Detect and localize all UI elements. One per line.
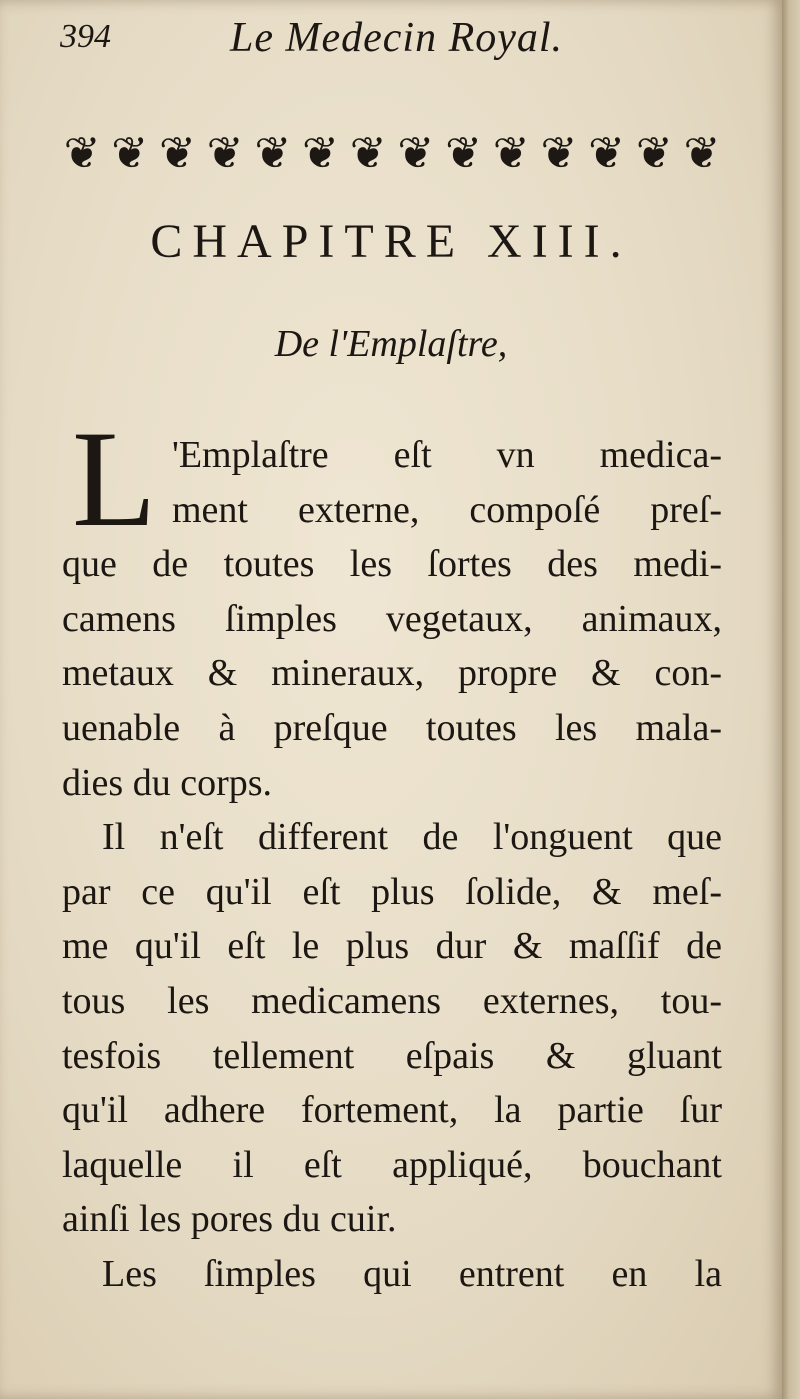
fleuron-icon: ❦ (349, 128, 387, 179)
text-line: tous les medicamens externes, tou- (62, 979, 722, 1022)
text-line: metaux & mineraux, propre & con- (62, 652, 722, 695)
fleuron-icon: ❦ (254, 128, 292, 179)
text-line: Il n'eſt different de l'onguent que (102, 816, 722, 859)
text-line: uenable à preſque toutes les mala- (62, 706, 722, 749)
running-title: Le Medecin Royal. (230, 15, 564, 61)
fleuron-icon: ❦ (492, 128, 530, 179)
chapter-heading: CHAPITRE XIII. (150, 215, 632, 268)
drop-cap: L (72, 402, 157, 555)
page-edge (782, 0, 800, 1399)
text-line: Les ſimples qui entrent en la (102, 1252, 722, 1295)
chapter-subtitle: De l'Emplaſtre, (274, 323, 508, 365)
fleuron-icon: ❦ (111, 128, 149, 179)
fleuron-icon: ❦ (540, 128, 578, 179)
text-line: dies du corps. (62, 761, 273, 804)
text-line: ainſi les pores du cuir. (62, 1198, 397, 1241)
text-line: ment externe, compoſé preſ- (172, 488, 722, 531)
text-line: me qu'il eſt le plus dur & maſſif de (62, 925, 722, 968)
text-line: camens ſimples vegetaux, animaux, (62, 597, 722, 640)
text-line: tesfois tellement eſpais & gluant (62, 1034, 722, 1077)
fleuron-icon: ❦ (206, 128, 244, 179)
page-header (60, 14, 740, 74)
body-text (62, 428, 722, 1302)
fleuron-icon: ❦ (302, 128, 339, 179)
fleuron-ornament-band (62, 115, 722, 185)
page-number: 394 (60, 18, 111, 55)
text-line: par ce qu'il eſt plus ſolide, & meſ- (62, 870, 722, 913)
text-line: qu'il adhere fortement, la partie ſur (62, 1089, 722, 1132)
fleuron-icon: ❦ (683, 128, 721, 179)
text-line: 'Emplaſtre eſt vn medica- (172, 434, 722, 476)
text-line: laquelle il eſt appliqué, bouchant (62, 1143, 722, 1186)
fleuron-icon: ❦ (635, 128, 673, 179)
fleuron-icon: ❦ (158, 128, 196, 179)
fleuron-icon: ❦ (445, 128, 482, 179)
fleuron-icon: ❦ (588, 128, 625, 179)
fleuron-icon: ❦ (63, 128, 101, 179)
text-line: que de toutes les ſortes des medi- (62, 543, 722, 586)
fleuron-icon: ❦ (397, 128, 435, 179)
